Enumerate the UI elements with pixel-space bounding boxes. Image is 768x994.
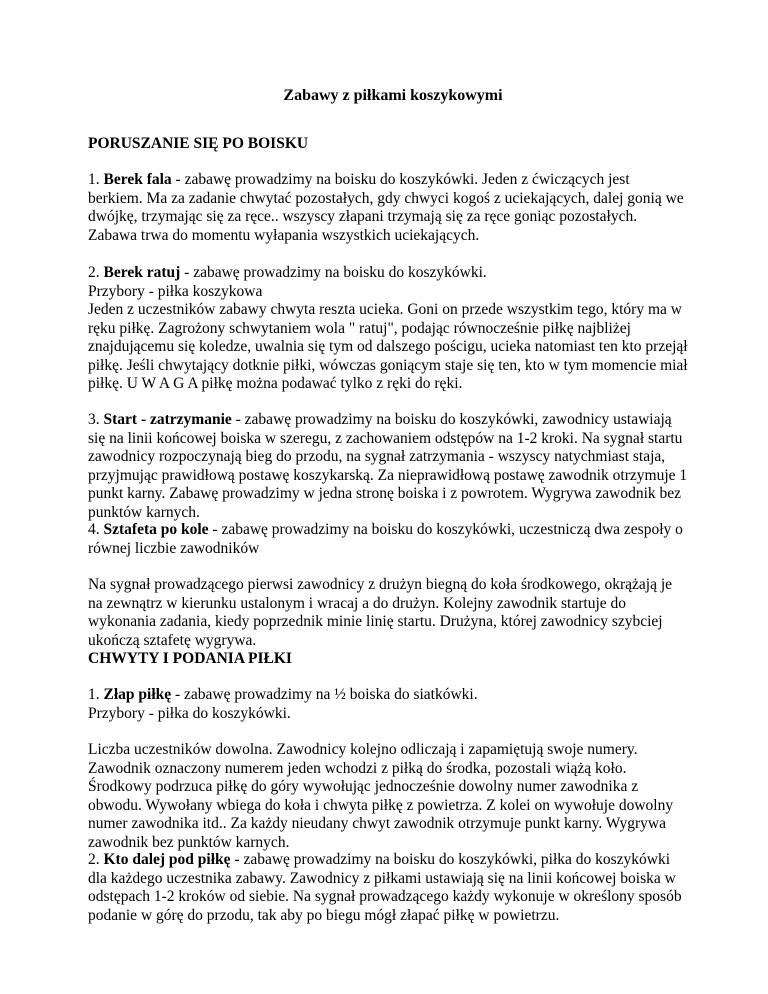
document-title: Zabawy z piłkami koszykowymi: [283, 87, 503, 104]
game-start-zatrzymanie: [88, 411, 688, 522]
game-berek-fala: [88, 171, 688, 245]
game-description: - zabawę prowadzimy na boisku do koszykówki, piłka do koszykówki dla każdego uczestnika zabawy. Zawodnicy z piłkami ustawiają się na linii końcowej boiska w odstępach 1-2 kroków od siebie. Na sygnał prowadzącego każdy wykonuje w określony sposób podanie w górę do przodu, tak aby po biegu mógł złapać piłkę w powietrzu.: [88, 851, 682, 924]
game-rules: Jeden z uczestników zabawy chwyta reszta ucieka. Goni on przede wszystkim tego, który ma w ręku piłkę. Zagrożony schwytaniem wola " ratuj", podając równocześnie piłkę najbliżej znajdującemu się koledze, uwalnia się tym od dalszego pościgu, ucieka natomiast ten kto przejął piłkę. Jeśli chwytający dotknie piłki, wówczas goniącym staje się ten, kto w tym momencie miał piłkę. U W A G A piłkę można podawać tylko z ręki do ręki.: [88, 301, 688, 392]
section-heading-catching: CHWYTY I PODANIA PIŁKI: [88, 650, 292, 667]
game-description: - zabawę prowadzimy na boisku do koszykówki, zawodnicy ustawiają się na linii końcowej boiska w szeregu, z zachowaniem odstępów na 1-2 kroki. Na sygnał startu zawodnicy rozpoczynają bieg do przodu, na sygnał zatrzymania - wszyscy natychmiast staja, przyjmując prawidłową postawę koszykarską. Za nieprawidłową postawę zawodnik otrzymuje 1 punkt karny. Zabawę prowadzimy w jedna stronę boiska i z powrotem. Wygrywa zawodnik bez punktów karnych.: [88, 411, 688, 521]
item-number: 1.: [88, 686, 100, 703]
game-description: - zabawę prowadzimy na boisku do koszykówki. Jeden z ćwiczących jest berkiem. Ma za zadanie chwytać pozostałych, gdy chwyci kogoś z uciekających, dalej gonią we dwójkę, trzymając się za ręce.. wszyscy złapani trzymają się za ręce goniąc pozostałych. Zabawa trwa do momentu wyłapania wszystkich uciekających.: [88, 171, 684, 244]
item-number: 4.: [88, 521, 100, 538]
game-equipment: Przybory - piłka do koszykówki.: [88, 704, 291, 722]
game-name: Złap piłkę: [103, 686, 172, 703]
game-kto-dalej-pod-pilke: [88, 851, 688, 925]
game-name: Sztafeta po kole: [103, 521, 209, 538]
game-name: Kto dalej pod piłkę: [103, 851, 231, 868]
item-number: 1.: [88, 171, 100, 188]
game-name: Berek fala: [103, 171, 172, 188]
game-equipment: Przybory - piłka koszykowa: [88, 282, 263, 300]
section-heading-moving: PORUSZANIE SIĘ PO BOISKU: [88, 135, 309, 152]
game-sztafeta-rules: Na sygnał prowadzącego pierwsi zawodnicy z drużyn biegną do koła środkowego, okrążają je na zewnątrz w kierunku ustalonym i wracaj a do drużyn. Kolejny zawodnik startuje do wykonania zadania, kiedy poprzednik minie linię startu. Drużyna, której zawodnicy szybciej ukończą sztafetę wygrywa.: [88, 576, 673, 649]
game-sztafeta-po-kole: [88, 521, 688, 558]
item-number: 2.: [88, 264, 100, 281]
game-zlap-pilke-rules: Liczba uczestników dowolna. Zawodnicy kolejno odliczają i zapamiętują swoje numery. Zawodnik oznaczony numerem jeden wchodzi z piłką do środka, pozostali wiążą koło. Środkowy podrzuca piłkę do góry wywołując jednocześnie dowolny numer zawodnika z obwodu. Wywołany wbiega do koła i chwyta piłkę z powietrza. Z kolei on wywołuje dowolny numer zawodnika itd.. Za każdy nieudany chwyt zawodnik otrzymuje punkt karny. Wygrywa zawodnik bez punktów karnych.: [88, 741, 674, 851]
item-number: 3.: [88, 411, 100, 428]
item-number: 2.: [88, 851, 100, 868]
game-description: - zabawę prowadzimy na boisku do koszykówki, uczestniczą dwa zespoły o równej liczbie zawodników: [88, 521, 683, 557]
game-name: Berek ratuj: [103, 264, 181, 281]
game-zlap-pilke: [88, 686, 688, 723]
game-description: - zabawę prowadzimy na ½ boiska do siatkówki.: [171, 686, 478, 703]
game-berek-ratuj: [88, 264, 688, 394]
game-description: - zabawę prowadzimy na boisku do koszykówki.: [180, 264, 487, 281]
game-name: Start - zatrzymanie: [103, 411, 232, 428]
